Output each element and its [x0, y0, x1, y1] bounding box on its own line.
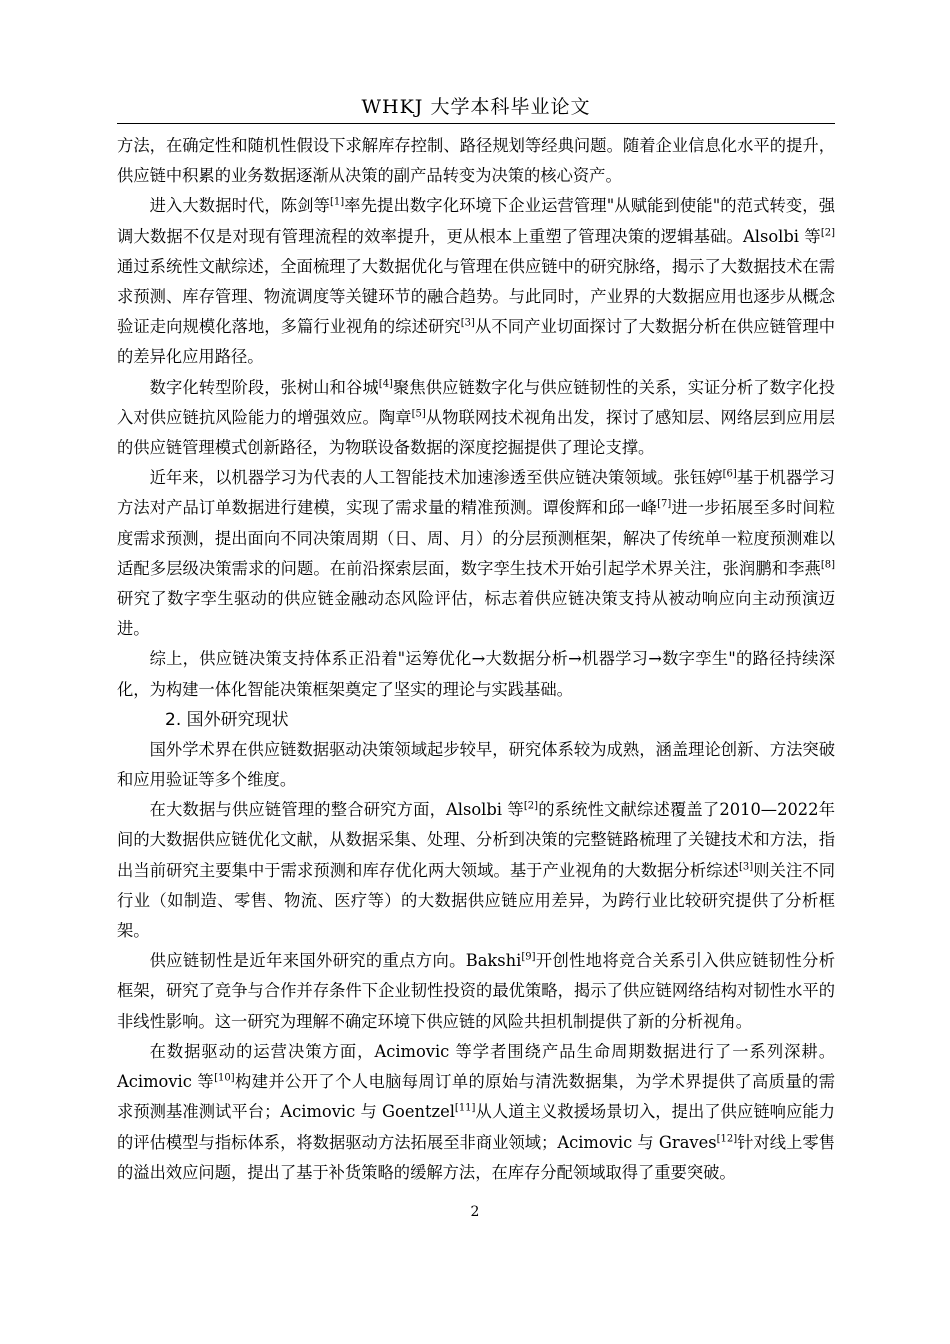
text-run: 通过系统性文献综述，全面梳理了大数据优化与管理在供应链中的研究脉络，揭示了大数据技术在需求预测、库存管理、物流调度等关键环节的融合趋势。与此同时，产业界的大数据应用也逐步从概念验证走向规模化落地，多篇行业视角的综述研究 [117, 256, 835, 337]
text-run: 从不同产业切面探讨了大数据分析在供应链管理中的差异化应用路径。 [117, 317, 835, 367]
body-paragraph [117, 795, 835, 946]
text-run: 率先提出数字化环境下企业运营管理"从赋能到使能"的范式转变，强调大数据不仅是对现有管理流程的效率提升，更从根本上重塑了管理决策的逻辑基础。Alsolbi 等 [117, 196, 835, 246]
citation-ref: [8] [820, 559, 835, 571]
citation-ref: [3] [460, 317, 475, 329]
body-paragraph [117, 644, 835, 704]
body-paragraph [117, 131, 835, 191]
text-run: 则关注不同行业（如制造、零售、物流、医疗等）的大数据供应链应用差异，为跨行业比较研究提供了分析框架。 [117, 860, 835, 941]
text-run: 国外学术界在供应链数据驱动决策领域起步较早，研究体系较为成熟，涵盖理论创新、方法突破和应用验证等多个维度。 [117, 739, 835, 790]
citation-ref: [2] [820, 227, 835, 239]
document-body [117, 131, 835, 1188]
text-run: 供应链韧性是近年来国外研究的重点方向。Bakshi [149, 951, 522, 971]
citation-ref: [3] [738, 861, 754, 873]
citation-ref: [5] [411, 408, 426, 420]
citation-ref: [4] [378, 378, 393, 390]
citation-ref: [11] [454, 1102, 476, 1114]
citation-ref: [7] [657, 499, 672, 511]
text-run: 近年来，以机器学习为代表的人工智能技术加速渗透至供应链决策领域。张钰婷 [149, 468, 723, 488]
text-run: 的系统性文献综述覆盖了2010—2022年间的大数据供应链优化文献，从数据采集、处理、分析到决策的完整链路梳理了关键技术和方法，指出当前研究主要集中于需求预测和库存优化两大领域。基于产业视角的大数据分析综述 [117, 800, 835, 880]
body-paragraph [117, 463, 835, 644]
running-header: WHKJ 大学本科毕业论文 [361, 96, 591, 118]
text-run: 方法，在确定性和随机性假设下求解库存控制、路径规划等经典问题。随着企业信息化水平的提升，供应链中积累的业务数据逐渐从决策的副产品转变为决策的核心资产。 [117, 136, 835, 186]
section-heading: 2. 国外研究现状 [165, 709, 289, 730]
text-run: 数字化转型阶段，张树山和谷城 [149, 377, 379, 397]
text-run: 综上，供应链决策支持体系正沿着"运筹优化→大数据分析→机器学习→数字孪生"的路径持续深化，为构建一体化智能决策框架奠定了坚实的理论与实践基础。 [117, 649, 835, 699]
citation-ref: [10] [214, 1072, 235, 1084]
text-run: 进一步拓展至多时间粒度需求预测，提出面向不同决策周期（日、周、月）的分层预测框架，解决了传统单一粒度预测难以适配多层级决策需求的问题。在前沿探索层面，数字孪生技术开始引起学术界关注，张润鹏和李燕 [117, 498, 835, 578]
text-run: 从物联网技术视角出发，探讨了感知层、网络层到应用层的供应链管理模式创新路径，为物联设备数据的深度挖掘提供了理论支撑。 [117, 407, 835, 458]
citation-ref: [2] [523, 800, 539, 812]
header-rule [117, 123, 835, 124]
text-run: 从人道主义救援场景切入，提出了供应链响应能力的评估模型与指标体系，将数据驱动方法拓展至非商业领域；Acimovic 与 Graves [117, 1102, 835, 1152]
body-paragraph [117, 191, 835, 372]
text-run: 在大数据与供应链管理的整合研究方面，Alsolbi 等 [149, 800, 524, 820]
text-run: 构建并公开了个人电脑每周订单的原始与清洗数据集，为学术界提供了高质量的需求预测基准测试平台；Acimovic 与 Goentzel [117, 1072, 835, 1122]
text-run: 开创性地将竞合关系引入供应链韧性分析框架，研究了竞争与合作并存条件下企业韧性投资的最优策略，揭示了供应链网络结构对韧性水平的非线性影响。这一研究为理解不确定环境下供应链的风险共担机制提供了新的分析视角。 [117, 951, 835, 1031]
citation-ref: [9] [521, 951, 536, 963]
citation-ref: [6] [722, 468, 737, 480]
body-paragraph [117, 946, 835, 1037]
text-run: 聚焦供应链数字化与供应链韧性的关系，实证分析了数字化投入对供应链抗风险能力的增强效应。陶章 [117, 377, 835, 427]
body-paragraph [117, 735, 835, 795]
body-paragraph [117, 1037, 835, 1188]
text-run: 针对线上零售的溢出效应问题，提出了基于补货策略的缓解方法，在库存分配领域取得了重要突破。 [117, 1132, 835, 1182]
page-number: 2 [470, 1204, 480, 1220]
text-run: 基于机器学习方法对产品订单数据进行建模，实现了需求量的精准预测。谭俊辉和邱一峰 [117, 468, 835, 518]
text-run: 在数据驱动的运营决策方面，Acimovic 等学者围绕产品生命周期数据进行了一系列深耕。Acimovic 等 [117, 1041, 835, 1092]
body-paragraph [117, 373, 835, 464]
citation-ref: [1] [330, 196, 345, 208]
text-run: 进入大数据时代，陈剑等 [149, 196, 330, 216]
text-run: 研究了数字孪生驱动的供应链金融动态风险评估，标志着供应链决策支持从被动响应向主动预演迈进。 [117, 589, 835, 639]
citation-ref: [12] [716, 1133, 738, 1145]
